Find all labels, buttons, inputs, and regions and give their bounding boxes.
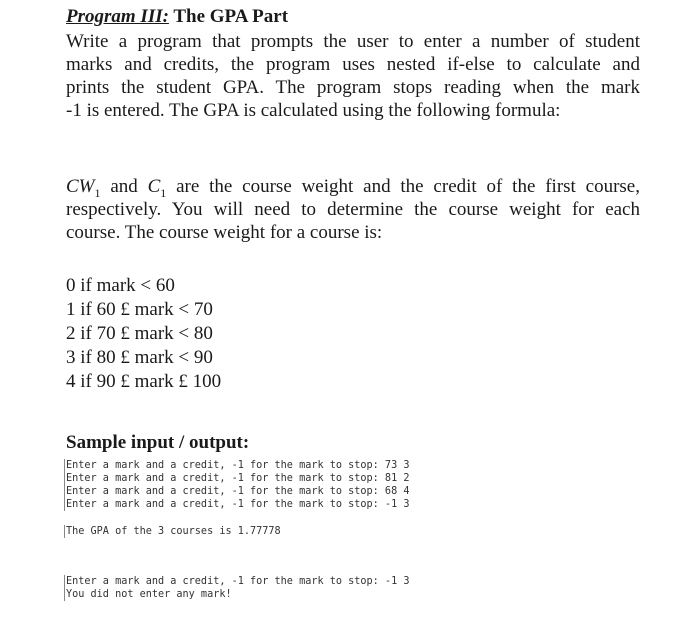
weight-rule: 3 if 80 £ mark < 90 xyxy=(66,347,213,368)
weight-rule: 2 if 70 £ mark < 80 xyxy=(66,323,213,344)
sample-console-output-2 xyxy=(64,575,409,601)
program-heading xyxy=(66,6,288,28)
intro-paragraph xyxy=(66,30,640,122)
course-def-line-1 xyxy=(66,175,640,198)
c-symbol: C xyxy=(147,176,161,197)
gpa-result-line: The GPA of the 3 courses is 1.77778 xyxy=(66,526,281,537)
sample-io-title: Sample input / output: xyxy=(66,432,250,453)
program-title: The GPA Part xyxy=(168,6,289,27)
console-line: Enter a mark and a credit, -1 for the mark to stop: 81 2 xyxy=(66,473,410,484)
intro-line: -1 is entered. The GPA is calculated using the following formula: xyxy=(66,100,561,121)
weight-rule: 1 if 60 £ mark < 70 xyxy=(66,299,213,320)
console-line: Enter a mark and a credit, -1 for the mark to stop: -1 3 xyxy=(66,576,410,587)
cw-subscript: 1 xyxy=(94,185,101,200)
cw-symbol: CW xyxy=(66,176,95,197)
console-line: Enter a mark and a credit, -1 for the mark to stop: -1 3 xyxy=(66,499,410,510)
course-definition-paragraph xyxy=(66,175,640,244)
c-subscript: 1 xyxy=(160,185,167,200)
intro-line: Write a program that prompts the user to enter a number of student xyxy=(66,31,640,52)
weight-rule: 0 if mark < 60 xyxy=(66,275,175,296)
weight-rule: 4 if 90 £ mark £ 100 xyxy=(66,371,222,392)
program-label: Program III: xyxy=(66,6,169,27)
console-line: You did not enter any mark! xyxy=(66,589,232,600)
console-line: Enter a mark and a credit, -1 for the mark to stop: 73 3 xyxy=(66,460,410,471)
and-text: and xyxy=(100,176,148,197)
course-def-rest: are the course weight and the credit of the first course, xyxy=(166,176,640,197)
course-weight-list xyxy=(66,274,221,394)
sample-console-output-1 xyxy=(64,459,409,511)
console-line: Enter a mark and a credit, -1 for the mark to stop: 68 4 xyxy=(66,486,410,497)
intro-line: marks and credits, the program uses nested if-else to calculate and xyxy=(66,54,640,75)
course-def-line-2: respectively. You will need to determine the course weight for each xyxy=(66,199,640,220)
intro-line: prints the student GPA. The program stops reading when the mark xyxy=(66,77,640,98)
course-def-line-3: course. The course weight for a course is: xyxy=(66,222,383,243)
